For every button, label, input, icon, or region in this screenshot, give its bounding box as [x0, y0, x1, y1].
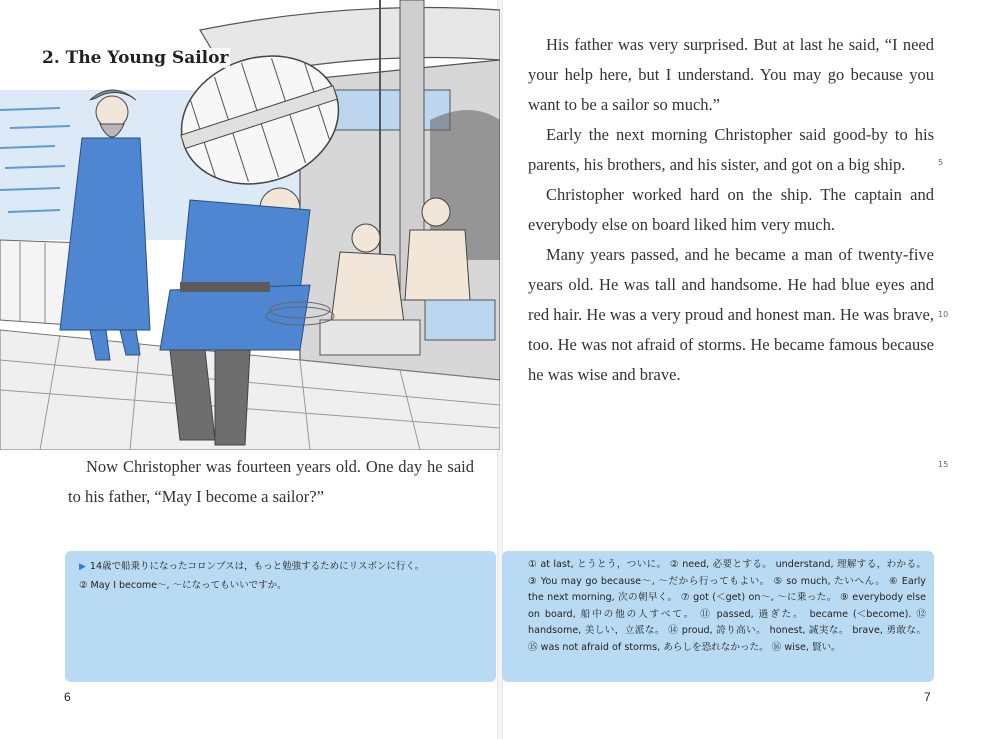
- right-body-text: [528, 30, 934, 390]
- paragraph: Christopher worked hard on the ship. The captain and everybody else on board liked him very much.: [528, 185, 934, 234]
- triangle-icon: ▶: [79, 562, 86, 572]
- line-number: 5: [938, 158, 944, 167]
- left-notes-box: [65, 551, 496, 682]
- line-number: 15: [938, 460, 949, 469]
- chapter-title: 2. The Young Sailor: [42, 48, 229, 68]
- note-summary: ▶ 14歳で船乗りになったコロンブスは，もっと勉強するためにリスボンに行く。: [79, 561, 425, 572]
- left-body-text: [68, 452, 474, 512]
- line-number: 10: [938, 310, 949, 319]
- right-notes-box: [502, 551, 934, 682]
- page-number-left: 6: [64, 690, 71, 704]
- paragraph: Many years passed, and he became a man of twenty-five years old. He was tall and handsome. He had blue eyes and red hair. He was a very proud and honest man. He was brave, too. He was not afraid of storms. He became famous because he was wise and brave.: [528, 245, 934, 384]
- note-gloss: ② May I become～, ～になってもいいですか。: [79, 580, 287, 591]
- paragraph: Early the next morning Christopher said good-by to his parents, his brothers, and his sister, and got on a big ship.: [528, 125, 934, 174]
- glossary-text: ① at last, とうとう，ついに。 ② need, 必要とする。 understand, 理解する，わかる。 ③ You may go because～, ～だから行ってもよい。 ⑤ so much, たいへん。 ⑥ Early the next morning, 次の朝早く。 ⑦ got (＜get) on～, ～に乗った。 ⑨ everybody else on board, 船中の他の人すべて。 ⑪ passed, 過ぎた。 became (＜become). ⑫ handsome, 美しい，立派な。 ⑭ proud, 誇り高い。 honest, 誠実な。 brave, 勇敢な。 ⑮ was not afraid of storms, あらしを恐れなかった。 ⑯ wise, 賢い。: [528, 559, 926, 653]
- paragraph: Now Christopher was fourteen years old. One day he said to his father, “May I become a sailor?”: [68, 457, 474, 506]
- paragraph: His father was very surprised. But at last he said, “I need your help here, but I understand. You may go because you want to be a sailor so much.”: [528, 35, 934, 114]
- page-number-right: 7: [924, 690, 931, 704]
